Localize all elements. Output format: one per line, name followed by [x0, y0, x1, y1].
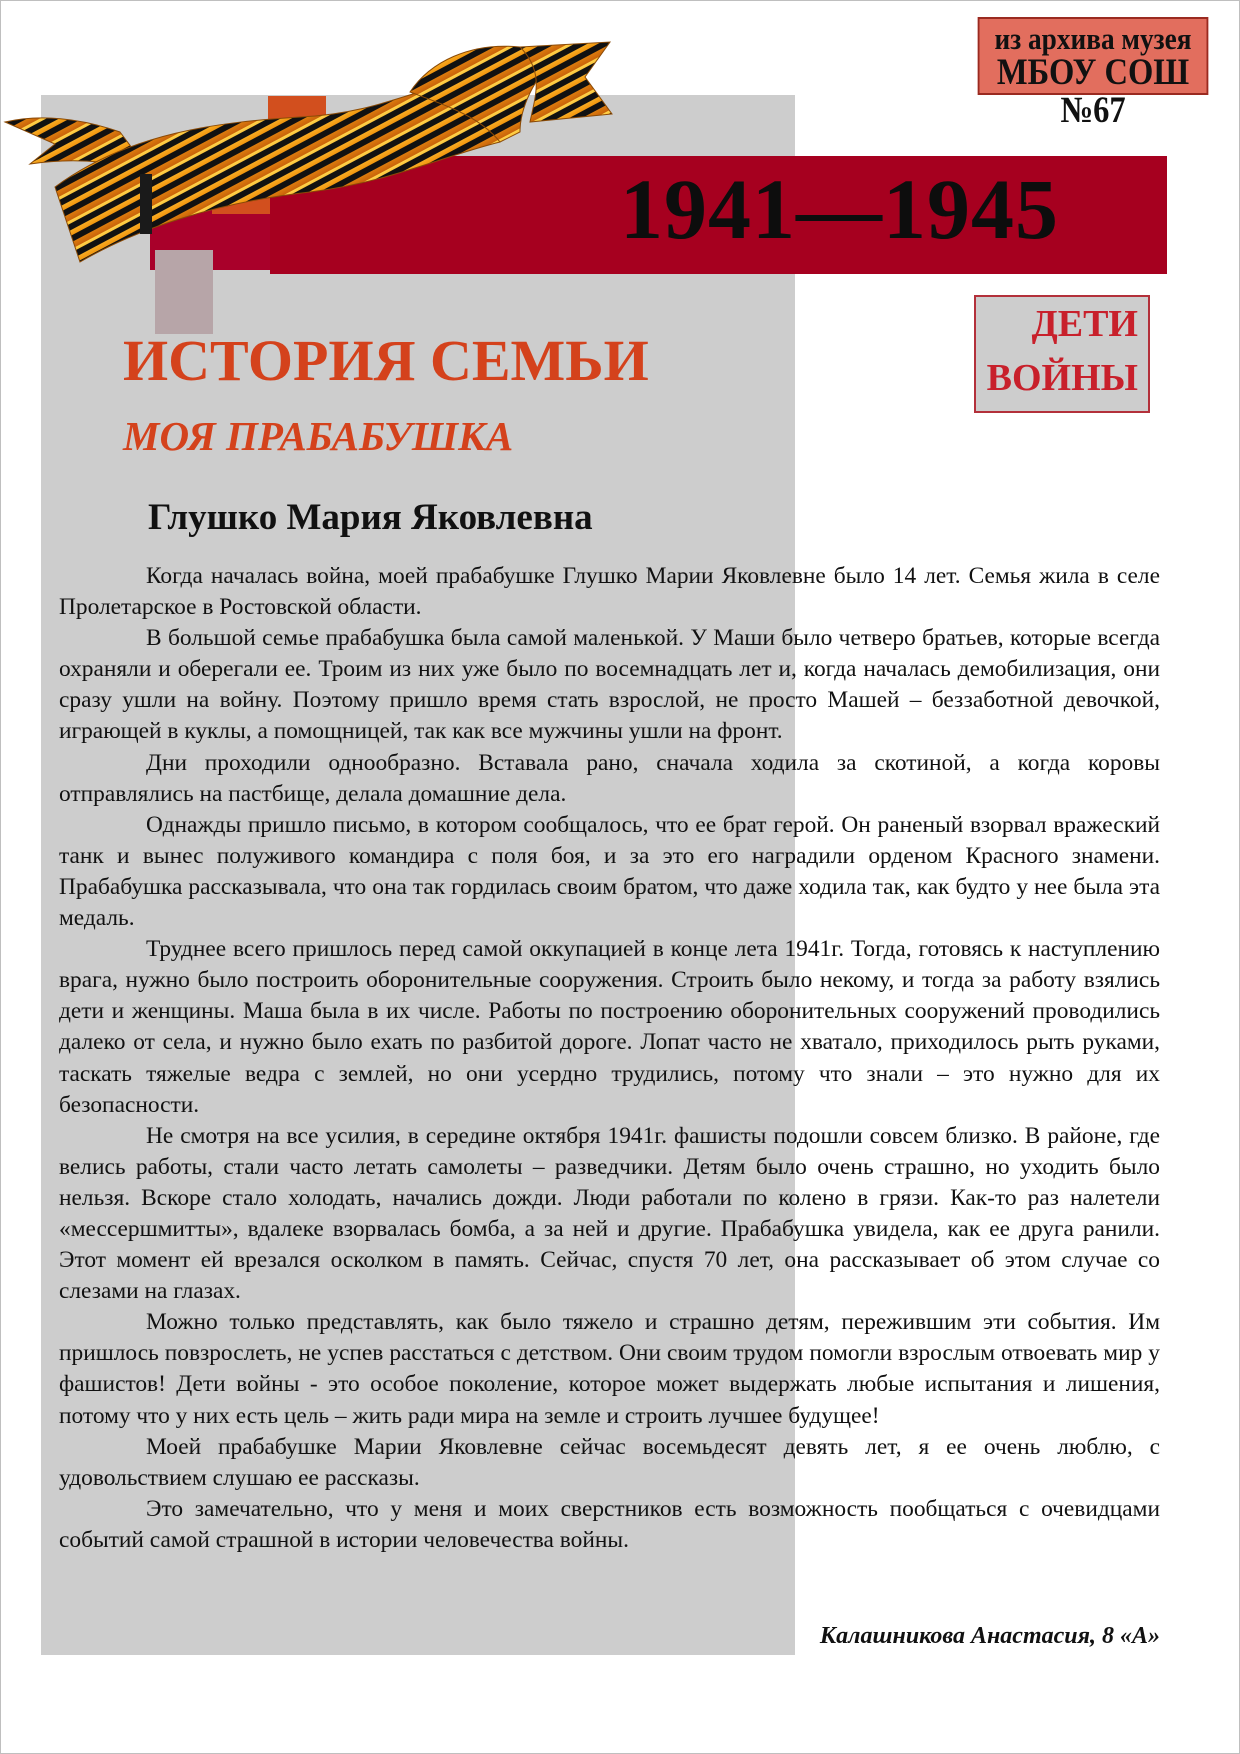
- article-paragraph: Труднее всего пришлось перед самой оккупацией в конце лета 1941г. Тогда, готовясь к наступлению врага, нужно было построить оборонительные сооружения. Строить было некому, и тогда за работу взялись дети и женщины. Маша была в их числе. Работы по построению оборонительных сооружений проводились далеко от села, и нужно было ехать по разбитой дороге. Лопат часто не хватало, приходилось рыть руками, таскать тяжелые ведра с землей, но они усердно трудились, потому что знали – это нужно для их безопасности.: [59, 936, 1160, 1118]
- archive-badge-line2: МБОУ СОШ №67: [996, 52, 1190, 131]
- author-signature: Калашникова Анастасия, 8 «А»: [819, 1623, 1160, 1649]
- person-name-heading: Глушко Мария Яковлевна: [148, 497, 593, 538]
- st-george-ribbon-icon: [0, 22, 620, 282]
- kids-of-war-line1: ДЕТИ: [1031, 303, 1138, 345]
- article-paragraph: Это замечательно, что у меня и моих сверстников есть возможность пообщаться с очевидцами событий самой страшной в истории человечества войны.: [59, 1495, 1160, 1553]
- article-paragraph: Не смотря на все усилия, в середине октября 1941г. фашисты подошли совсем близко. В районе, где велись работы, стали часто летать самолеты – разведчики. Детям было очень страшно, но уходить было нельзя. Вскоре стало холодать, начались дожди. Люди работали по колено в грязи. Как-то раз налетели «мессершмитты», вдалеке взорвалась бомба, а за ней и другие. Прабабушка увидела, как ее друга ранили. Этот момент ей врезался осколком в память. Сейчас, спустя 70 лет, она рассказывает об этом случае со слезами на глазах.: [59, 1122, 1160, 1305]
- article-body: [59, 561, 1160, 1556]
- kids-of-war-box: [974, 295, 1150, 413]
- article-paragraph: Моей прабабушке Марии Яковлевне сейчас восемьдесят девять лет, я ее очень люблю, с удовольствием слушаю ее рассказы.: [59, 1433, 1160, 1491]
- section-subtitle: МОЯ ПРАБАБУШКА: [123, 413, 514, 459]
- kids-of-war-line2: ВОЙНЫ: [986, 357, 1138, 399]
- article-paragraph: Когда началась война, моей прабабушке Глушко Марии Яковлевне было 14 лет. Семья жила в селе Пролетарское в Ростовской области.: [59, 563, 1160, 621]
- war-years-heading: 1941—1945: [620, 161, 1059, 257]
- archive-badge-line1: из архива музея: [994, 21, 1192, 56]
- article-paragraph: Дни проходили однообразно. Вставала рано, сначала ходила за скотиной, а когда коровы отправлялись на пастбище, делала домашние дела.: [59, 749, 1160, 807]
- museum-archive-badge: [978, 17, 1209, 131]
- section-title: ИСТОРИЯ СЕМЬИ: [123, 328, 649, 393]
- article-paragraph: В большой семье прабабушка была самой маленькой. У Маши было четверо братьев, которые всегда охраняли и оберегали ее. Троим из них уже было по восемнадцать лет и, когда началась демобилизация, они сразу ушли на войну. Поэтому пришло время стать взрослой, не просто Машей – беззаботной девочкой, играющей в куклы, а помощницей, так как все мужчины ушли на фронт.: [59, 625, 1160, 745]
- article-paragraph: Можно только представлять, как было тяжело и страшно детям, пережившим эти события. Им пришлось повзрослеть, не успев расстаться с детством. Они своим трудом помогли взрослым отвоевать мир у фашистов! Дети войны - это особое поколение, которое может выдержать любые испытания и лишения, потому что у них есть цель – жить ради мира на земле и строить лучшее будущее!: [59, 1309, 1160, 1429]
- article-paragraph: Однажды пришло письмо, в котором сообщалось, что ее брат герой. Он раненый взорвал вражеский танк и вынес полуживого командира с поля боя, и за это его наградили орденом Красного знамени. Прабабушка рассказывала, что она так гордилась своим братом, что даже ходила так, как будто у нее была эта медаль.: [59, 811, 1160, 932]
